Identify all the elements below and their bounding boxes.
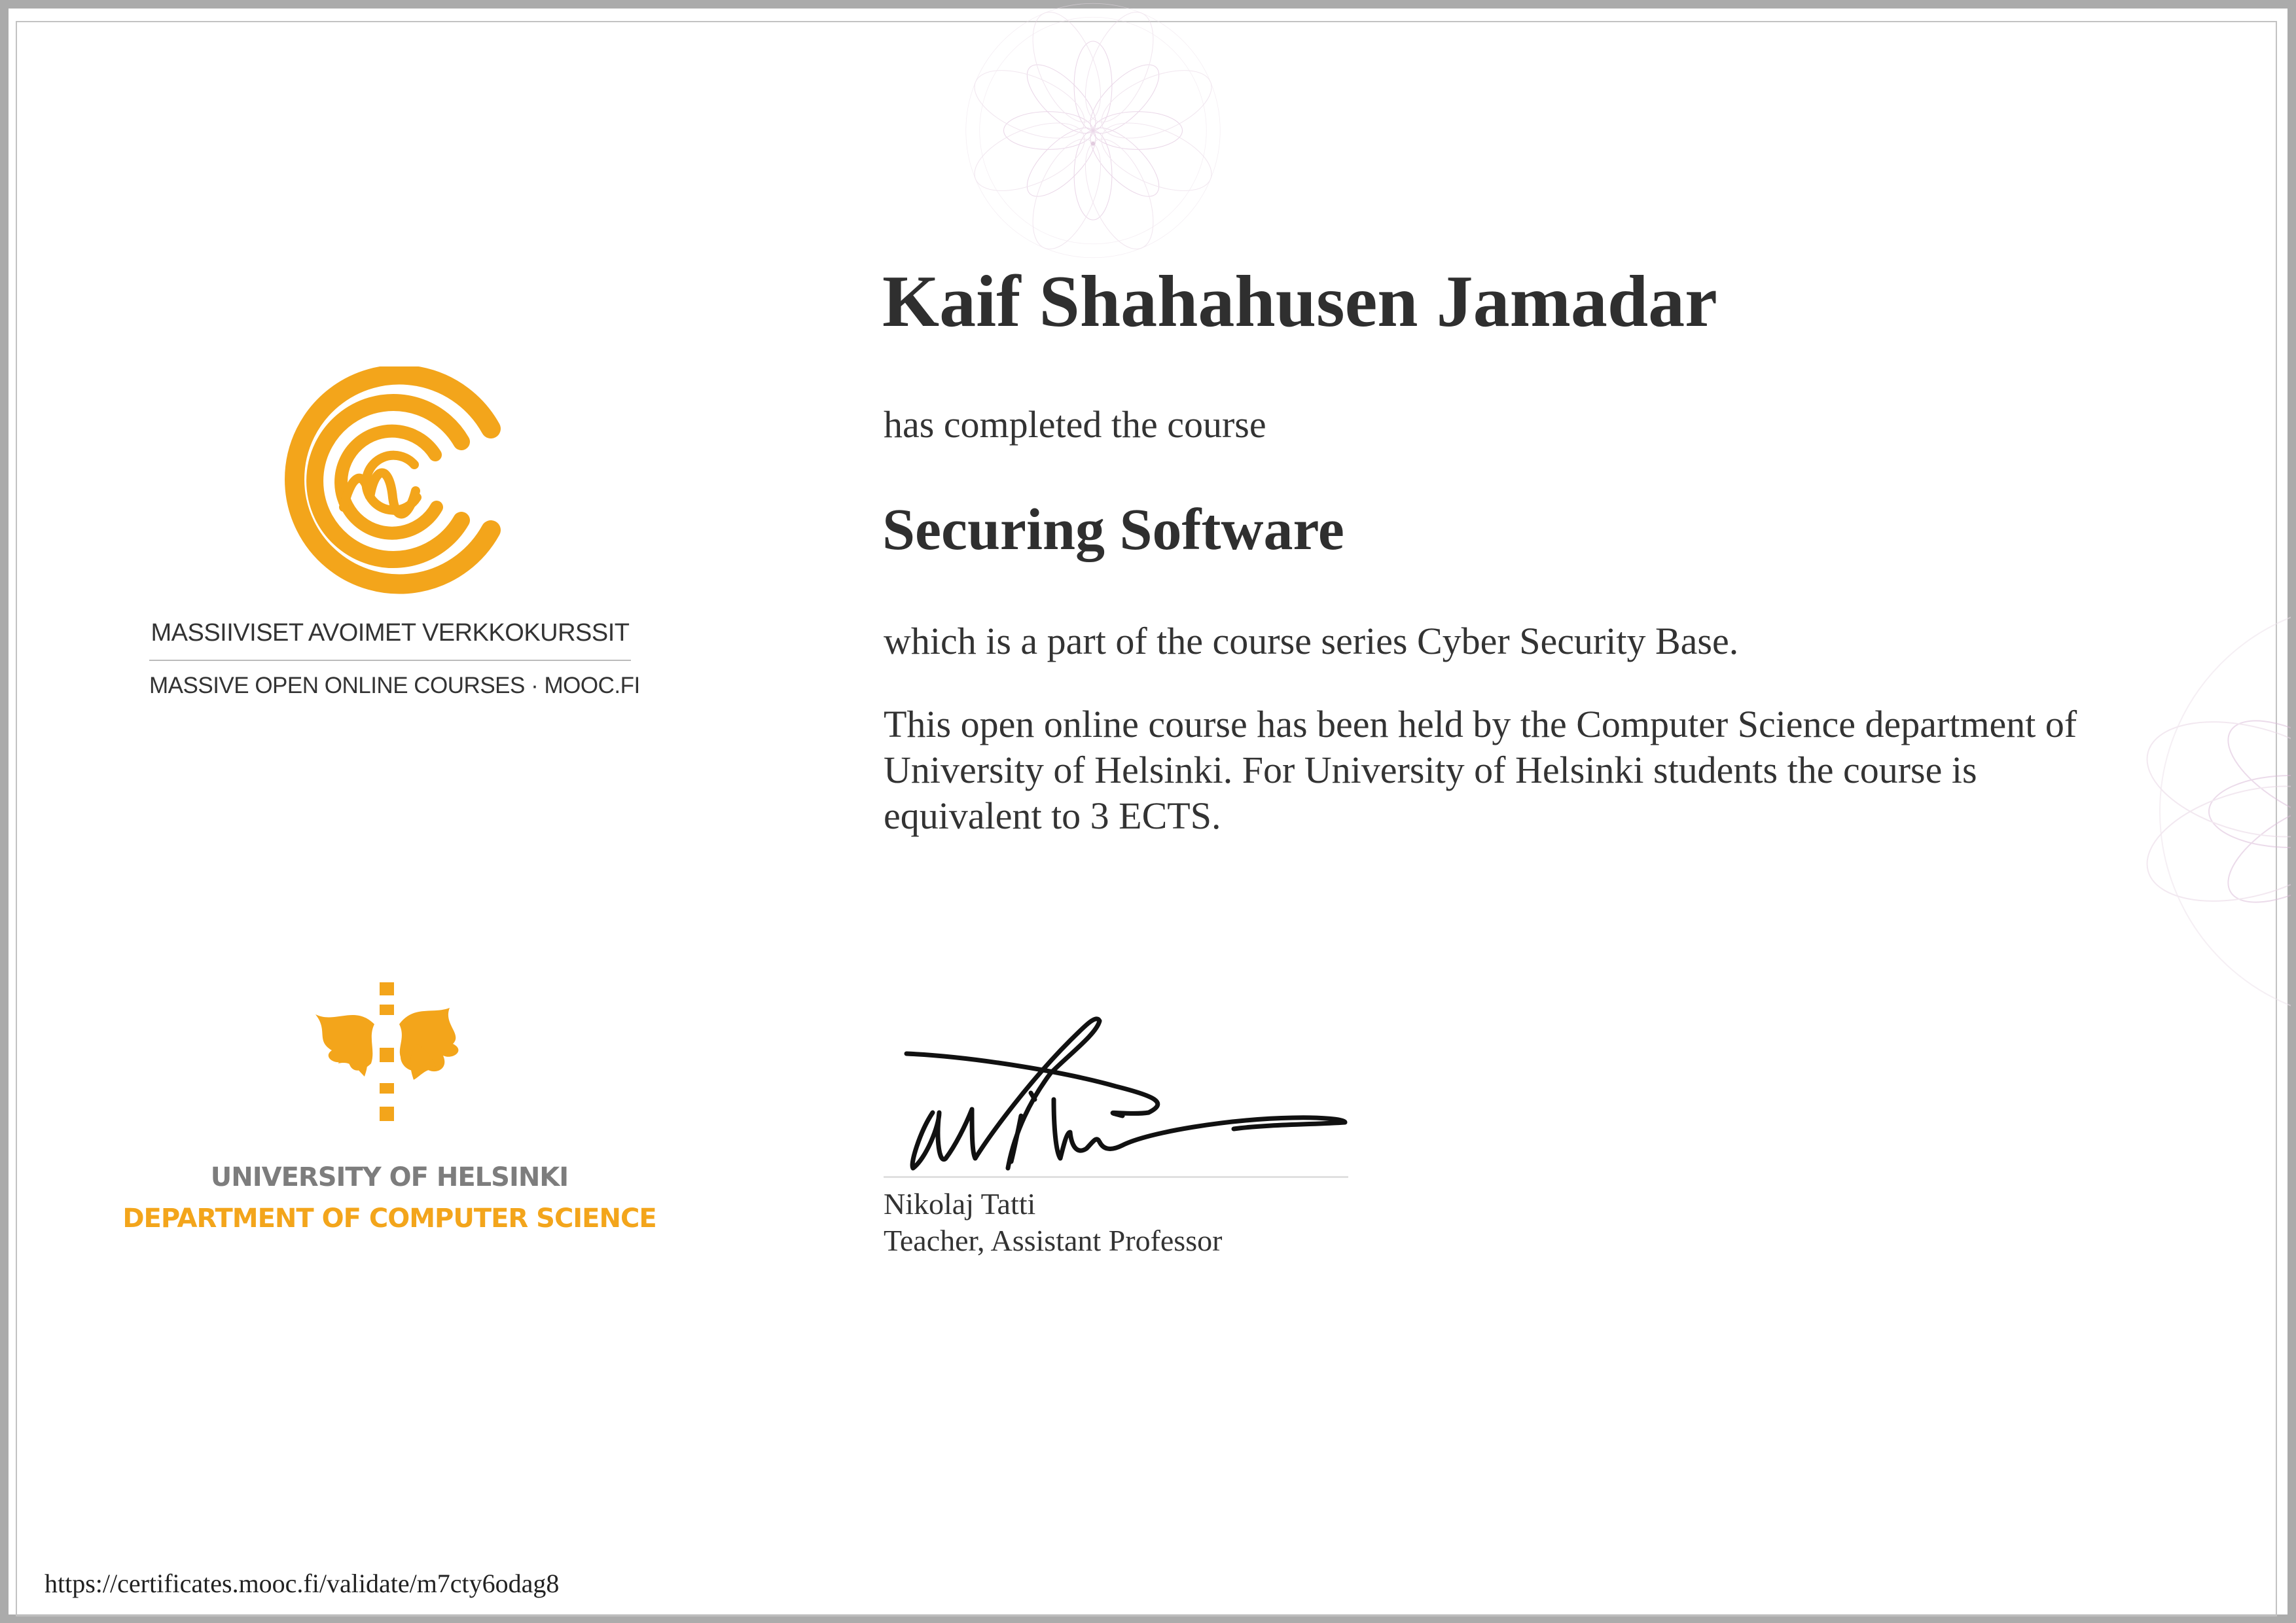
signatory-name: Nikolaj Tatti bbox=[884, 1187, 1036, 1221]
validation-link[interactable]: https://certificates.mooc.fi/validate/m7cty6odag8 bbox=[45, 1569, 560, 1598]
mooc-logo-text-finnish: MASSIIVISET AVOIMET VERKKOKURSSIT bbox=[151, 619, 630, 647]
decorative-rosette-icon bbox=[2134, 589, 2291, 1034]
signature-line bbox=[884, 1176, 1348, 1178]
university-name: UNIVERSITY OF HELSINKI bbox=[210, 1162, 569, 1192]
signatory-title: Teacher, Assistant Professor bbox=[884, 1224, 1223, 1257]
decorative-rosette-icon bbox=[844, 0, 1342, 275]
department-name: DEPARTMENT OF COMPUTER SCIENCE bbox=[122, 1204, 656, 1234]
course-title: Securing Software bbox=[882, 497, 1344, 562]
course-description: This open online course has been held by the Computer Science department of University of Helsinki. For University of Helsinki students the course is equivalent to 3 ECTS. bbox=[884, 703, 2077, 837]
mooc-logo-text-english: MASSIVE OPEN ONLINE COURSES · MOOC.FI bbox=[149, 673, 640, 698]
course-series-statement: which is a part of the course series Cyber Security Base. bbox=[884, 620, 1739, 662]
mooc-logo-divider bbox=[149, 660, 631, 661]
mooc-logo-icon bbox=[265, 366, 514, 596]
handwritten-signature-icon bbox=[900, 1001, 1358, 1178]
recipient-name: Kaif Shahahusen Jamadar bbox=[882, 261, 1717, 342]
helsinki-flame-emblem-icon bbox=[302, 978, 473, 1135]
completed-statement: has completed the course bbox=[884, 403, 1266, 446]
